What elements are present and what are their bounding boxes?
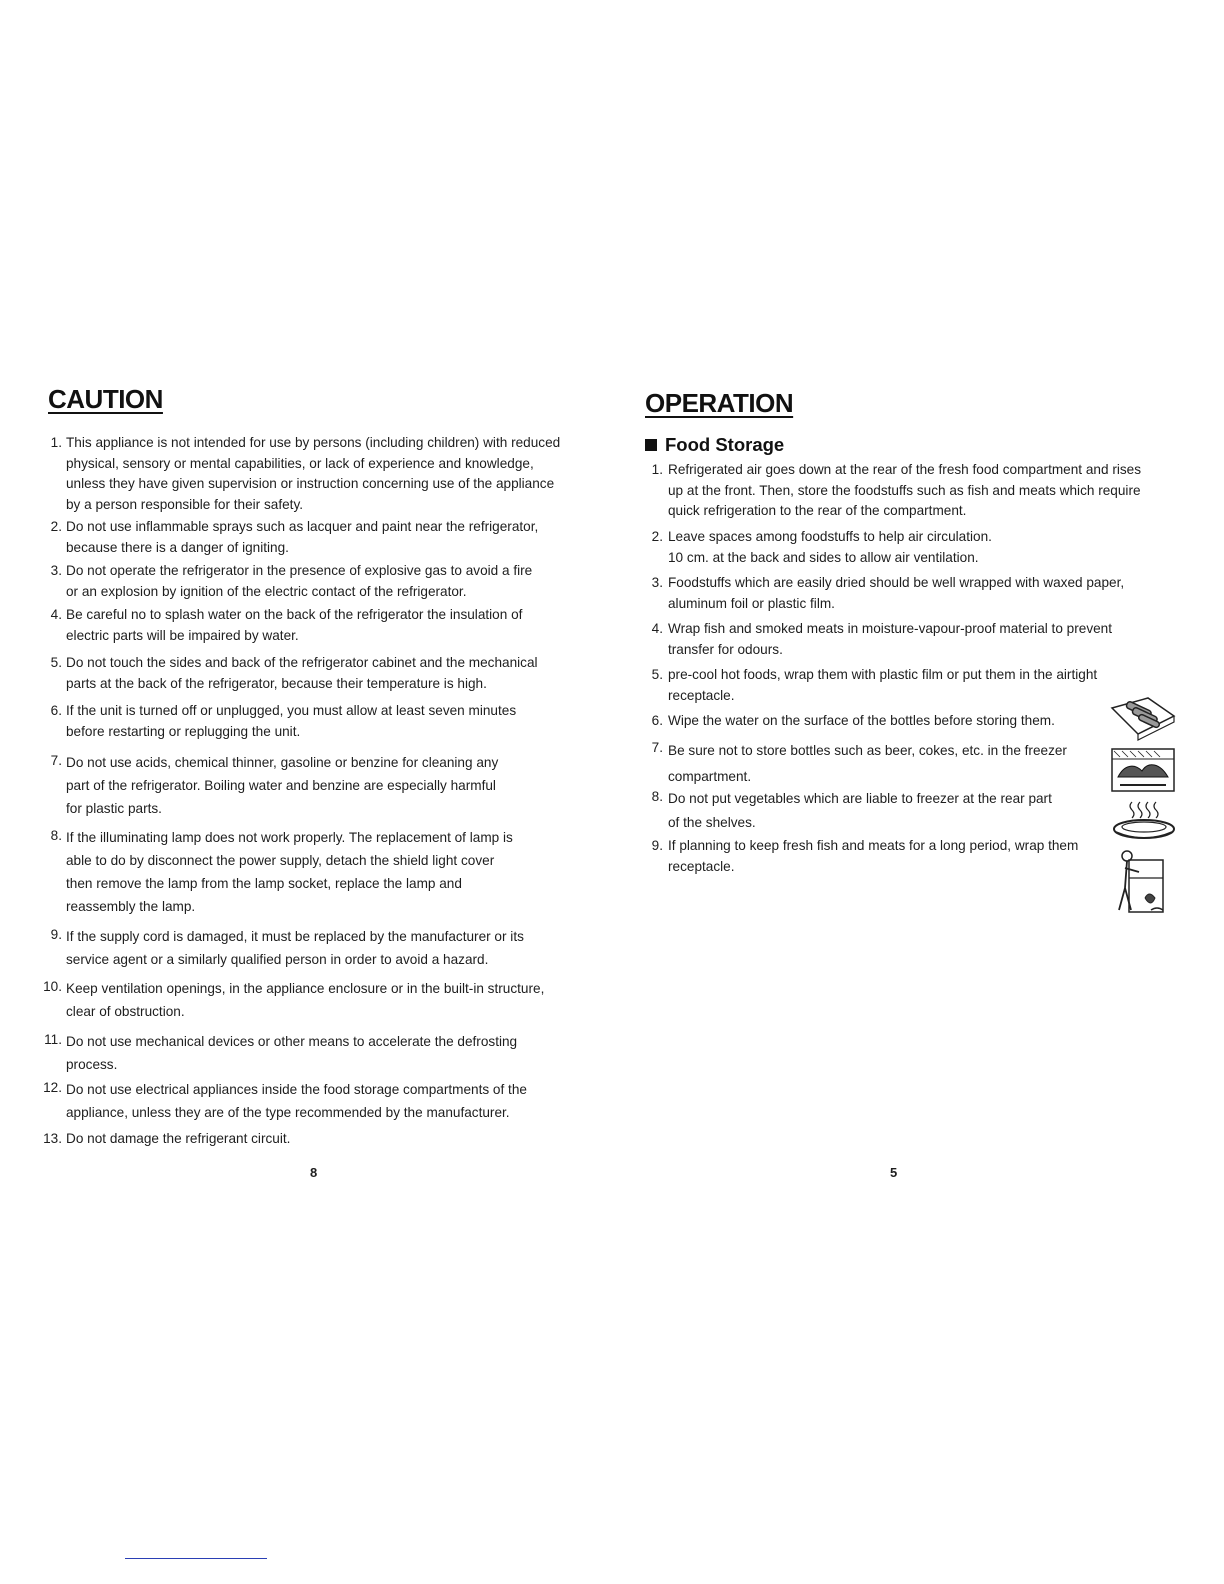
item-text: Wipe the water on the surface of the bottles before storing them.: [668, 713, 1055, 728]
item-number: 7.: [50, 753, 62, 768]
item-text: Refrigerated air goes down at the rear of the fresh food compartment and rises up at the front. Then, store the foodstuffs such as fish and meats which require quick refrigeration to the rear of the compartment.: [668, 462, 1142, 518]
item-text: Be sure not to store bottles such as beer, cokes, etc. in the freezer compartment.: [668, 743, 1067, 784]
item-number: 9.: [651, 838, 663, 853]
item-text: Do not damage the refrigerant circuit.: [66, 1131, 291, 1146]
item-text: If planning to keep fresh fish and meats for a long period, wrap them receptacle.: [668, 838, 1079, 874]
item-text: Do not use electrical appliances inside the food storage compartments of the appliance, unless they are of the type recommended by the manufacturer.: [66, 1082, 527, 1120]
page-number: 5: [890, 1165, 898, 1180]
item-text: Do not operate the refrigerator in the presence of explosive gas to avoid a fire or an explosion by ignition of the electric contact of the refrigerator.: [66, 563, 533, 599]
item-text: Keep ventilation openings, in the appliance enclosure or in the built-in structure, clear of obstruction.: [66, 981, 545, 1019]
hot-food-bowl-icon: [1110, 800, 1176, 842]
item-text: Do not use acids, chemical thinner, gasoline or benzine for cleaning any part of the refrigerator. Boiling water and benzine are especially harmful for plastic parts.: [66, 755, 499, 816]
item-text: Be careful no to splash water on the back of the refrigerator the insulation of electric parts will be impaired by water.: [66, 607, 523, 643]
item-text: Do not use inflammable sprays such as lacquer and paint near the refrigerator, because there is a danger of igniting.: [66, 519, 539, 555]
item-number: 9.: [50, 927, 62, 942]
page-number: 8: [310, 1165, 318, 1180]
item-text: This appliance is not intended for use by persons (including children) with reduced physical, sensory or mental capabilities, or lack of experience and knowledge, unless they have given supervision or instruction concerning use of the appliance by a person responsible for their safety.: [66, 435, 561, 512]
item-number: 11.: [44, 1032, 62, 1047]
item-number: 6.: [651, 713, 663, 728]
section-title-text: Food Storage: [665, 434, 785, 455]
item-text: If the supply cord is damaged, it must be replaced by the manufacturer or its service agent or a similarly qualified person in order to avoid a hazard.: [66, 929, 524, 967]
item-number: 3.: [50, 563, 62, 578]
item-text: pre-cool hot foods, wrap them with plastic film or put them in the airtight receptacle.: [668, 667, 1098, 703]
caution-heading: CAUTION: [48, 384, 163, 414]
item-number: 5.: [50, 655, 62, 670]
item-number: 5.: [651, 667, 663, 682]
freezer-food-icon: [1110, 747, 1176, 793]
footer-link-underline: [125, 1558, 267, 1559]
item-text: Foodstuffs which are easily dried should be well wrapped with waxed paper, aluminum foil or plastic film.: [668, 575, 1125, 611]
item-number: 13.: [43, 1131, 62, 1146]
item-number: 8.: [50, 828, 62, 843]
item-number: 8.: [651, 789, 663, 804]
bottles-tray-icon: [1108, 694, 1178, 744]
item-number: 4.: [50, 607, 62, 622]
item-text: Wrap fish and smoked meats in moisture-vapour-proof material to prevent transfer for odours.: [668, 621, 1113, 657]
item-number: 2.: [651, 529, 663, 544]
item-number: 2.: [50, 519, 62, 534]
item-number: 6.: [50, 703, 62, 718]
item-text: Do not use mechanical devices or other means to accelerate the defrosting process.: [66, 1034, 518, 1072]
item-text: Do not touch the sides and back of the refrigerator cabinet and the mechanical parts at the back of the refrigerator, because their temperature is high.: [66, 655, 538, 691]
bullet-square-icon: [645, 439, 657, 451]
item-number: 1.: [651, 462, 663, 477]
section-title: [645, 434, 784, 456]
item-number: 12.: [43, 1080, 62, 1095]
item-text: Leave spaces among foodstuffs to help air circulation. 10 cm. at the back and sides to allow air ventilation.: [668, 529, 992, 565]
item-number: 1.: [50, 435, 62, 450]
item-number: 7.: [651, 740, 663, 755]
item-number: 4.: [651, 621, 663, 636]
operation-heading: OPERATION: [645, 388, 794, 418]
person-at-fridge-icon: [1115, 848, 1175, 916]
item-text: If the illuminating lamp does not work properly. The replacement of lamp is able to do by disconnect the power supply, detach the shield light cover then remove the lamp from the lamp socket, replace the lamp and reassembly the lamp.: [66, 830, 513, 914]
item-text: Do not put vegetables which are liable to freezer at the rear part of the shelves.: [668, 791, 1052, 830]
item-number: 3.: [651, 575, 663, 590]
item-text: If the unit is turned off or unplugged, you must allow at least seven minutes before restarting or replugging the unit.: [66, 703, 517, 739]
item-number: 10.: [43, 979, 62, 994]
